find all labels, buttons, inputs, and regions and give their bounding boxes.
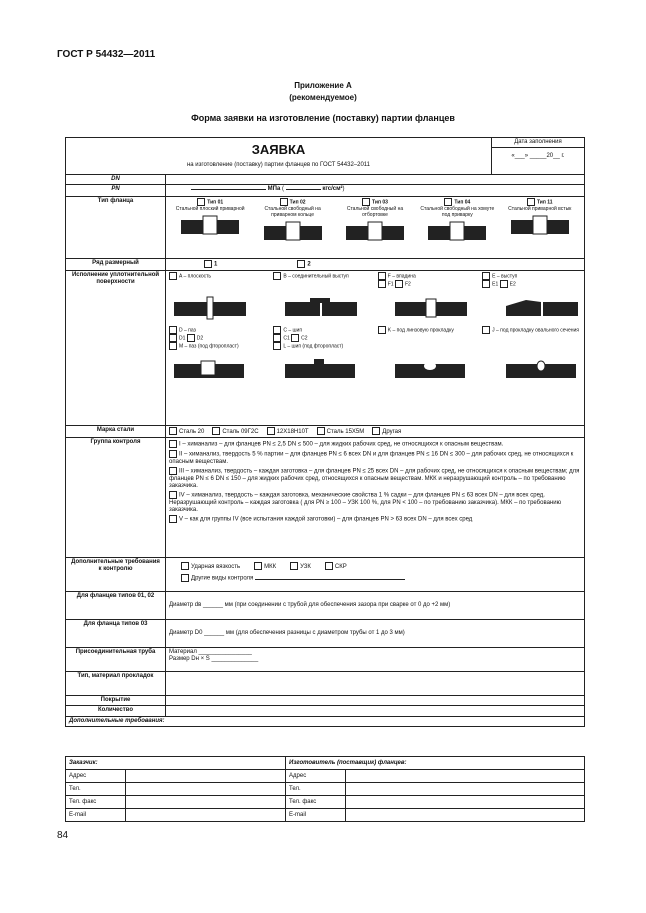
seal-e-label: E – выступ (492, 273, 518, 280)
application-title: ЗАЯВКА (251, 142, 306, 157)
flange-type-checkbox[interactable] (197, 198, 205, 206)
flange-type-label: Тип 04 (454, 199, 471, 206)
quantity-value[interactable] (166, 706, 585, 716)
pipe-label: Присоединительная труба (66, 648, 166, 672)
seal-k-checkbox[interactable] (378, 326, 386, 334)
seal-c1-checkbox[interactable] (273, 334, 281, 342)
pn-value[interactable]: МПа ( кгс/см²) (166, 185, 585, 197)
seal-d2-checkbox[interactable] (187, 334, 195, 342)
customer-field-value[interactable] (126, 770, 286, 783)
flange-type-checkbox[interactable] (280, 198, 288, 206)
customer-label: Заказчик: (66, 757, 286, 770)
steel-checkbox[interactable] (267, 427, 275, 435)
size-series-label: Ряд размерный (66, 259, 166, 271)
seal-f1-checkbox[interactable] (378, 280, 386, 288)
seal-d-drawing (169, 356, 249, 382)
steel-label: 12Х18Н10Т (276, 428, 309, 435)
control-group-checkbox[interactable] (169, 515, 177, 523)
control-group-checkbox[interactable] (169, 467, 177, 475)
flanges-0102-label: Для фланцев типов 01, 02 (66, 592, 166, 620)
seal-l-label: L – шип (под фторопласт) (283, 343, 344, 350)
flange-type-checkbox[interactable] (444, 198, 452, 206)
steel-label: Марка стали (66, 426, 166, 438)
flange-types (166, 197, 585, 259)
control-group-1 (169, 440, 581, 449)
steel-label: Сталь 15Х5М (326, 428, 365, 435)
steel-checkbox[interactable] (169, 427, 177, 435)
control-group-text: V – как для группы IV (все испытания каждой заготовки) – для фланцев PN > 63 всех DN – для всех сред (179, 516, 473, 523)
control-group-5 (169, 515, 581, 524)
control-group-4 (169, 491, 581, 514)
control-group-text: IV – химанализ, твердость – каждая заготовка, механические свойства 1 % садки – для фланцев PN ≤ 63 всех DN – для всех сред. Неразрушающий контроль – каждая заготовка ( для PN ≥ 100 – УЗК 100 %, для PN < 100 – по требованию заказчика). МКК – по требованию заказчика. (169, 492, 562, 513)
pipe-material: Материал ________________ (169, 649, 252, 656)
flange-type-1 (251, 198, 333, 242)
flange-type-checkbox[interactable] (527, 198, 535, 206)
seal-e-checkbox[interactable] (482, 272, 490, 280)
control-group-text: II – химанализ, твердость 5 % партии – для фланцев PN ≤ 6 всех DN и для фланцев PN ≤ 16 DN ≤ 300 – для рабочих сред, не относящихся к опасным веществам. (169, 451, 574, 465)
flange-type-3 (416, 198, 498, 242)
other-control-checkbox[interactable] (181, 574, 189, 582)
flange-type-label: Тип фланца (66, 197, 166, 259)
flange-type-desc: Стальной свободный на отбортовке (346, 206, 404, 219)
customer-field-value[interactable] (126, 809, 286, 822)
series-1-checkbox[interactable] (204, 260, 212, 268)
maker-label: Изготовитель (поставщик) фланцев: (286, 757, 585, 770)
seal-c-checkbox[interactable] (273, 326, 281, 334)
seal-j-label: J – под прокладку овального сечения (492, 327, 580, 334)
application-subtitle: на изготовление (поставку) партии фланцев по ГОСТ 54432–2011 (186, 161, 371, 168)
extra-req-label: Дополнительные требования к контролю (66, 558, 166, 592)
seal-c2-checkbox[interactable] (291, 334, 299, 342)
customer-field-label: Тел. (66, 783, 126, 796)
flange-type-4 (499, 198, 581, 242)
series-1-label: 1 (214, 261, 218, 268)
customer-field-label: Адрес (66, 770, 126, 783)
gasket-value[interactable] (166, 672, 585, 696)
flange-drawing (262, 220, 324, 242)
series-2-checkbox[interactable] (297, 260, 305, 268)
steel-label: Сталь 20 (179, 428, 205, 435)
pipe-fields[interactable] (166, 648, 585, 672)
series-2-label: 2 (307, 261, 311, 268)
seal-e2-checkbox[interactable] (500, 280, 508, 288)
extra-requirements (166, 558, 585, 592)
control-group-text: I – химанализ – для фланцев PN ≤ 2,5 DN ≤ 500 – для жидких рабочих сред, не относящихся к опасным веществам. (179, 441, 504, 448)
parties-table (65, 756, 585, 822)
control-groups (166, 438, 585, 558)
steel-label: Сталь 09Г2С (222, 428, 259, 435)
pn-label: PN (66, 185, 166, 197)
other-control-label: Другие виды контроля (191, 575, 254, 582)
seal-d-label: D – паз (179, 327, 196, 334)
seal-f-drawing (390, 294, 470, 320)
control-group-checkbox[interactable] (169, 450, 177, 458)
gasket-label: Тип, материал прокладок (66, 672, 166, 696)
steel-checkbox[interactable] (317, 427, 325, 435)
d-field[interactable]: Диаметр dв ______ мм (при соединении с трубой для обеспечения зазора при сварке от 0 до +2 мм) (166, 592, 585, 620)
maker-field-label: E-mail (286, 809, 346, 822)
customer-field-label: Тел. факс (66, 796, 126, 809)
maker-field-value[interactable] (346, 783, 585, 796)
form-title: Форма заявки на изготовление (поставку) партии фланцев (191, 113, 455, 123)
dn-label: DN (66, 175, 166, 185)
extra-req-label: УЗК (300, 563, 311, 570)
control-group-label: Группа контроля (66, 438, 166, 558)
seal-l-checkbox[interactable] (273, 342, 281, 350)
seal-k-drawing (390, 356, 470, 382)
seal-f-label: F – впадина (387, 273, 416, 280)
seal-a-label: A – плоскость (179, 273, 211, 280)
page-number: 84 (57, 830, 69, 841)
seal-c1-label: C1 (283, 335, 290, 342)
extra-req-label: СКР (334, 563, 347, 570)
seal-d1-checkbox[interactable] (169, 334, 177, 342)
pn-unit2: кгс/см² (322, 186, 343, 193)
seal-k-label: K – под линзовую прокладку (387, 327, 454, 334)
pipe-size: Размер Dн × S ______________ (169, 656, 259, 663)
application-form (65, 137, 585, 727)
control-group-2 (169, 450, 581, 466)
dn-value[interactable] (166, 175, 585, 185)
flange-type-label: Тип 02 (289, 199, 306, 206)
document-code: ГОСТ Р 54432—2011 (57, 49, 156, 60)
seal-c2-label: C2 (301, 335, 308, 342)
date-label: Дата заполнения (492, 138, 584, 148)
sealing-options (166, 271, 585, 426)
customer-field-value[interactable] (126, 796, 286, 809)
seal-e2-label: E2 (509, 281, 516, 288)
flange-drawing (509, 214, 571, 236)
flange-type-desc: Стальной приварной встык (508, 206, 572, 213)
flange-type-desc: Стальной свободный на хомуте под приварку (420, 206, 495, 219)
d0-field[interactable]: Диаметр D0 ______ мм (для обеспечения разницы с диаметром трубы от 1 до 3 мм) (166, 620, 585, 648)
coating-label: Покрытие (66, 696, 166, 706)
flange-drawing (179, 214, 241, 236)
seal-e-drawing (501, 294, 581, 320)
seal-b-label: B – соединительный выступ (283, 273, 349, 280)
form-header (66, 138, 585, 175)
maker-field-value[interactable] (346, 809, 585, 822)
appendix-note: (рекомендуемое) (289, 93, 357, 102)
date-field[interactable]: «___» _____20__ г. (511, 153, 565, 160)
seal-f-checkbox[interactable] (378, 272, 386, 280)
maker-field-label: Адрес (286, 770, 346, 783)
seal-j-drawing (501, 356, 581, 382)
seal-b-drawing (280, 294, 360, 320)
seal-a-drawing (169, 294, 249, 320)
control-group-3 (169, 467, 581, 490)
customer-field-label: E-mail (66, 809, 126, 822)
extra-req-label: Ударная вязкость (191, 563, 241, 570)
flange-type-desc: Стальной свободный на приварном кольце (264, 206, 321, 219)
extra-req-checkbox[interactable] (254, 562, 262, 570)
flange-type-0 (169, 198, 251, 242)
sealing-label: Исполнение уплотнительной поверхности (66, 271, 166, 426)
extra-req-label: МКК (264, 563, 277, 570)
maker-field-value[interactable] (346, 770, 585, 783)
control-group-text: III – химанализ, твердость – каждая заготовка – для фланцев PN ≤ 25 всех DN – для рабочих сред, не относящихся к опасным веществам; для фланцев PN ≤ 6 DN ≤ 150 – для жидких рабочих сред, относящихся к опасным веществам. МКК и неразрушающий контроль – по требованию заказчика. (169, 468, 580, 489)
steel-checkbox[interactable] (372, 427, 380, 435)
seal-f2-label: F2 (404, 281, 411, 288)
steel-label: Другая (382, 428, 402, 435)
flange-drawing (426, 220, 488, 242)
extra-req-checkbox[interactable] (181, 562, 189, 570)
flange-type-checkbox[interactable] (362, 198, 370, 206)
seal-c-label: C – шип (283, 327, 303, 334)
flange-drawing (344, 220, 406, 242)
steel-options (166, 426, 585, 438)
flange-type-2 (334, 198, 416, 242)
appendix-title: Приложение А (294, 81, 352, 90)
maker-field-value[interactable] (346, 796, 585, 809)
extra-req-checkbox[interactable] (325, 562, 333, 570)
seal-d1-label: D1 (179, 335, 186, 342)
seal-e1-checkbox[interactable] (482, 280, 490, 288)
seal-j-checkbox[interactable] (482, 326, 490, 334)
flange-type-label: Тип 11 (536, 199, 553, 206)
maker-field-label: Тел. факс (286, 796, 346, 809)
steel-checkbox[interactable] (212, 427, 220, 435)
seal-f2-checkbox[interactable] (395, 280, 403, 288)
seal-a-checkbox[interactable] (169, 272, 177, 280)
quantity-label: Количество (66, 706, 166, 716)
seal-c-drawing (280, 356, 360, 382)
size-series (166, 259, 585, 271)
flange-type-desc: Стальной плоский приварной (175, 206, 245, 213)
flange-type-label: Тип 03 (372, 199, 388, 206)
seal-f1-label: F1 (387, 281, 394, 288)
seal-b-checkbox[interactable] (273, 272, 281, 280)
seal-e1-label: E1 (492, 281, 499, 288)
seal-m-label: M – паз (под фторопласт) (179, 343, 239, 350)
control-group-checkbox[interactable] (169, 440, 177, 448)
flanges-03-label: Для фланца типов 03 (66, 620, 166, 648)
extra-req-checkbox[interactable] (290, 562, 298, 570)
additional-requirements[interactable]: Дополнительные требования: (66, 716, 585, 726)
customer-field-value[interactable] (126, 783, 286, 796)
other-control-field[interactable] (255, 579, 405, 580)
flange-type-label: Тип 01 (207, 199, 224, 206)
seal-m-checkbox[interactable] (169, 342, 177, 350)
seal-d2-label: D2 (196, 335, 204, 342)
pn-unit: МПа (267, 186, 281, 193)
control-group-checkbox[interactable] (169, 491, 177, 499)
coating-value[interactable] (166, 696, 585, 706)
seal-d-checkbox[interactable] (169, 326, 177, 334)
maker-field-label: Тел. (286, 783, 346, 796)
